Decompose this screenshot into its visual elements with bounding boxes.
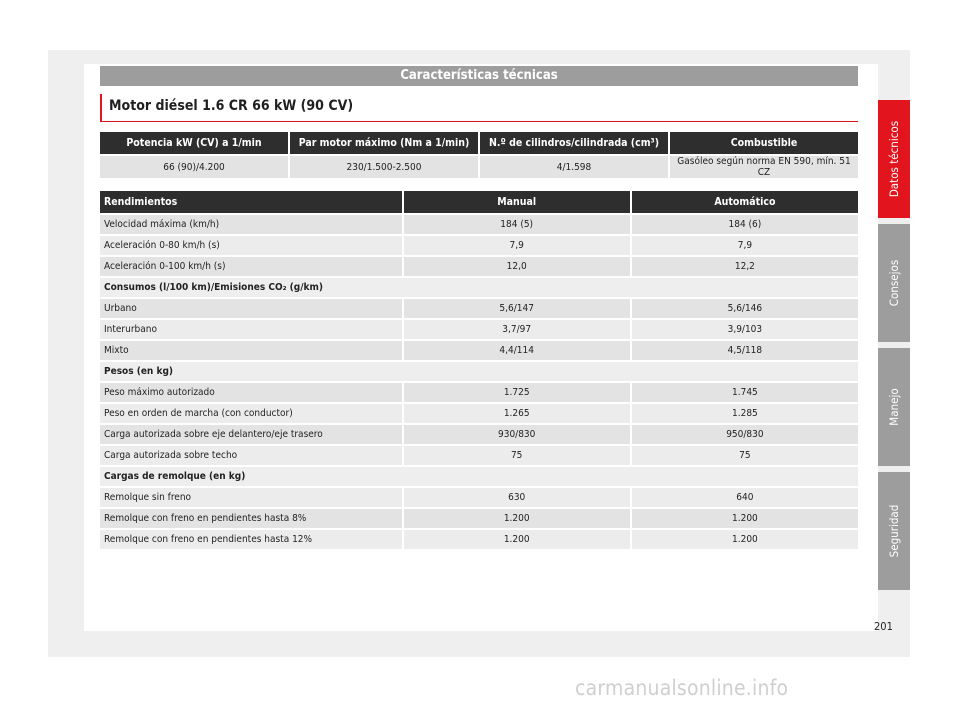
- perf-row-auto: 12,2: [632, 257, 858, 276]
- perf-row-manual: 4,4/114: [404, 341, 630, 360]
- perf-row-auto: 75: [632, 446, 858, 465]
- perf-row-label: Remolque sin freno: [100, 488, 402, 507]
- perf-header-row: [100, 191, 858, 213]
- perf-data-row: [100, 236, 858, 255]
- tab-datos-tecnicos[interactable]: [878, 100, 910, 218]
- perf-row-auto: 1.200: [632, 509, 858, 528]
- perf-row-label: Carga autorizada sobre eje delantero/eje trasero: [100, 425, 402, 444]
- perf-row-auto: 1.745: [632, 383, 858, 402]
- spec-header-power: Potencia kW (CV) a 1/min: [100, 132, 288, 154]
- spec-header-fuel: Combustible: [670, 132, 858, 154]
- perf-section-label: Consumos (l/100 km)/Emisiones CO₂ (g/km): [100, 278, 858, 297]
- perf-data-row: [100, 425, 858, 444]
- perf-row-label: Interurbano: [100, 320, 402, 339]
- spec-header-row: [100, 132, 858, 154]
- perf-header-manual: Manual: [404, 191, 630, 213]
- perf-section-row: [100, 467, 858, 486]
- perf-row-label: Aceleración 0-100 km/h (s): [100, 257, 402, 276]
- perf-row-label: Peso máximo autorizado: [100, 383, 402, 402]
- tab-label: Consejos: [887, 259, 901, 307]
- engine-subtitle: [100, 94, 858, 122]
- perf-row-manual: 184 (5): [404, 215, 630, 234]
- perf-row-auto: 5,6/146: [632, 299, 858, 318]
- perf-row-manual: 630: [404, 488, 630, 507]
- engine-spec-table: [98, 130, 860, 180]
- spec-value-row: [100, 156, 858, 178]
- tab-consejos[interactable]: [878, 224, 910, 342]
- perf-row-auto: 4,5/118: [632, 341, 858, 360]
- perf-row-manual: 12,0: [404, 257, 630, 276]
- tab-label: Manejo: [887, 388, 901, 426]
- perf-row-manual: 1.265: [404, 404, 630, 423]
- perf-row-auto: 184 (6): [632, 215, 858, 234]
- perf-row-auto: 950/830: [632, 425, 858, 444]
- perf-row-manual: 1.200: [404, 509, 630, 528]
- perf-section-row: [100, 278, 858, 297]
- perf-row-label: Peso en orden de marcha (con conductor): [100, 404, 402, 423]
- perf-row-auto: 1.285: [632, 404, 858, 423]
- perf-data-row: [100, 404, 858, 423]
- spec-header-cylinders: N.º de cilindros/cilindrada (cm³): [480, 132, 668, 154]
- perf-data-row: [100, 299, 858, 318]
- perf-data-row: [100, 530, 858, 549]
- perf-row-label: Mixto: [100, 341, 402, 360]
- perf-row-label: Remolque con freno en pendientes hasta 12%: [100, 530, 402, 549]
- perf-data-row: [100, 320, 858, 339]
- perf-data-row: [100, 215, 858, 234]
- spec-header-torque: Par motor máximo (Nm a 1/min): [290, 132, 478, 154]
- spec-cylinders-value: 4/1.598: [480, 156, 668, 178]
- perf-data-row: [100, 383, 858, 402]
- perf-data-row: [100, 488, 858, 507]
- perf-row-manual: 7,9: [404, 236, 630, 255]
- spec-torque-value: 230/1.500-2.500: [290, 156, 478, 178]
- performance-table: [98, 189, 860, 551]
- perf-header-label: Rendimientos: [100, 191, 402, 213]
- perf-table-body: [100, 215, 858, 549]
- perf-row-auto: 3,9/103: [632, 320, 858, 339]
- perf-row-label: Velocidad máxima (km/h): [100, 215, 402, 234]
- perf-row-label: Aceleración 0-80 km/h (s): [100, 236, 402, 255]
- perf-row-auto: 7,9: [632, 236, 858, 255]
- perf-row-manual: 5,6/147: [404, 299, 630, 318]
- perf-data-row: [100, 341, 858, 360]
- perf-row-manual: 930/830: [404, 425, 630, 444]
- spec-power-value: 66 (90)/4.200: [100, 156, 288, 178]
- perf-section-label: Cargas de remolque (en kg): [100, 467, 858, 486]
- perf-header-auto: Automático: [632, 191, 858, 213]
- perf-data-row: [100, 509, 858, 528]
- perf-row-manual: 3,7/97: [404, 320, 630, 339]
- perf-row-label: Remolque con freno en pendientes hasta 8%: [100, 509, 402, 528]
- tab-manejo[interactable]: [878, 348, 910, 466]
- perf-row-auto: 640: [632, 488, 858, 507]
- perf-data-row: [100, 257, 858, 276]
- section-title-bar: Características técnicas: [100, 66, 858, 86]
- perf-row-manual: 75: [404, 446, 630, 465]
- page-number: 201: [874, 620, 893, 633]
- perf-row-manual: 1.200: [404, 530, 630, 549]
- perf-row-auto: 1.200: [632, 530, 858, 549]
- perf-section-label: Pesos (en kg): [100, 362, 858, 381]
- perf-section-row: [100, 362, 858, 381]
- tab-seguridad[interactable]: [878, 472, 910, 590]
- tab-label: Datos técnicos: [887, 120, 901, 198]
- watermark: carmanualsonline.info: [575, 676, 789, 700]
- perf-row-label: Carga autorizada sobre techo: [100, 446, 402, 465]
- perf-data-row: [100, 446, 858, 465]
- spec-fuel-value: Gasóleo según norma EN 590, mín. 51 CZ: [670, 156, 858, 178]
- tab-label: Seguridad: [887, 504, 901, 558]
- perf-row-manual: 1.725: [404, 383, 630, 402]
- engine-subtitle-text: Motor diésel 1.6 CR 66 kW (90 CV): [109, 98, 354, 114]
- perf-row-label: Urbano: [100, 299, 402, 318]
